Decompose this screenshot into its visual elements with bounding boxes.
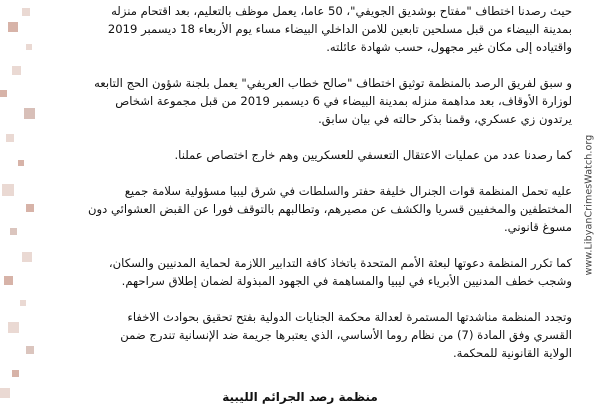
paragraph-un-call: كما تكرر المنظمة دعوتها لبعثة الأمم المتحدة باتخاذ كافة التدابير اللازمة لحماية المدنيين والسكان، وشجب خطف المدنيين الأبرياء في ليبيا والمساهمة في الجهود المبذولة لضمان إطلاق سراحهم.	[108, 256, 572, 288]
deco-square	[8, 22, 18, 32]
decorative-squares	[0, 0, 40, 400]
deco-square	[22, 252, 32, 262]
side-website-url	[577, 120, 601, 290]
deco-square	[6, 134, 14, 142]
statement-body	[88, 2, 572, 380]
deco-square	[8, 322, 19, 333]
paragraph-kidnapping-saleh: و سبق لفريق الرصد بالمنظمة توثيق اختطاف "صالح خطاب العريفي" يعمل بلجنة شؤون الحج التابعه لوزارة الأوقاف، بعد مداهمة منزله بمدينة البيضاء في 6 ديسمبر 2019 من قبل مجموعة اشخاص يرتدون زي عسكري، وقمنا بذكر حالته في بيان سابق.	[94, 76, 572, 126]
paragraph-kidnapping-mefteh: حيث رصدنا اختطاف "مفتاح بوشديق الجويفي"، 50 عاما، يعمل موظف بالتعليم، بعد اقتحام منزله بمدينة البيضاء من قبل مسلحين تابعين للامن الداخلي البيضاء مساء يوم الأربعاء 18 ديسمبر 2019 واقتياده إلى مكان غير مجهول، حسب شهادة عائلته.	[107, 4, 572, 54]
deco-square	[20, 300, 26, 306]
deco-square	[0, 388, 10, 398]
deco-square	[4, 276, 13, 285]
paragraph-icc-appeal: وتجدد المنظمة مناشدتها المستمرة لعدالة محكمة الجنايات الدولية بفتح تحقيق بحوادث الاخفاء القسري وفق المادة (7) من نظام روما الأساسي، الذي يعتبرها جريمة ضد الإنسانية تندرج ضمن الولاية القانونية للمحكمة.	[120, 310, 572, 360]
side-url-text: www.LibyanCrimesWatch.org	[583, 134, 595, 276]
deco-square	[12, 66, 21, 75]
deco-square	[24, 108, 35, 119]
organization-signature: منظمة رصد الجرائم الليبية	[222, 390, 378, 404]
deco-square	[0, 90, 7, 97]
deco-square	[26, 44, 32, 50]
paragraph-arbitrary-detention: كما رصدنا عدد من عمليات الاعتقال التعسفي للعسكريين وهم خارج اختصاص عملنا.	[174, 148, 572, 162]
deco-square	[22, 8, 30, 16]
deco-square	[12, 370, 19, 377]
paragraph-responsibility: عليه تحمل المنظمة قوات الجنرال خليفة حفتر والسلطات في شرق ليبيا مسؤولية سلامة جميع المختطفين والمخفيين قسريا والكشف عن مصيرهم، وتطالبهم بالتوقف فورا عن القبض العشوائي دون مسوغ قانوني.	[88, 184, 572, 234]
deco-square	[26, 204, 34, 212]
deco-square	[18, 160, 24, 166]
deco-square	[26, 346, 34, 354]
deco-square	[10, 228, 17, 235]
deco-square	[2, 184, 14, 196]
